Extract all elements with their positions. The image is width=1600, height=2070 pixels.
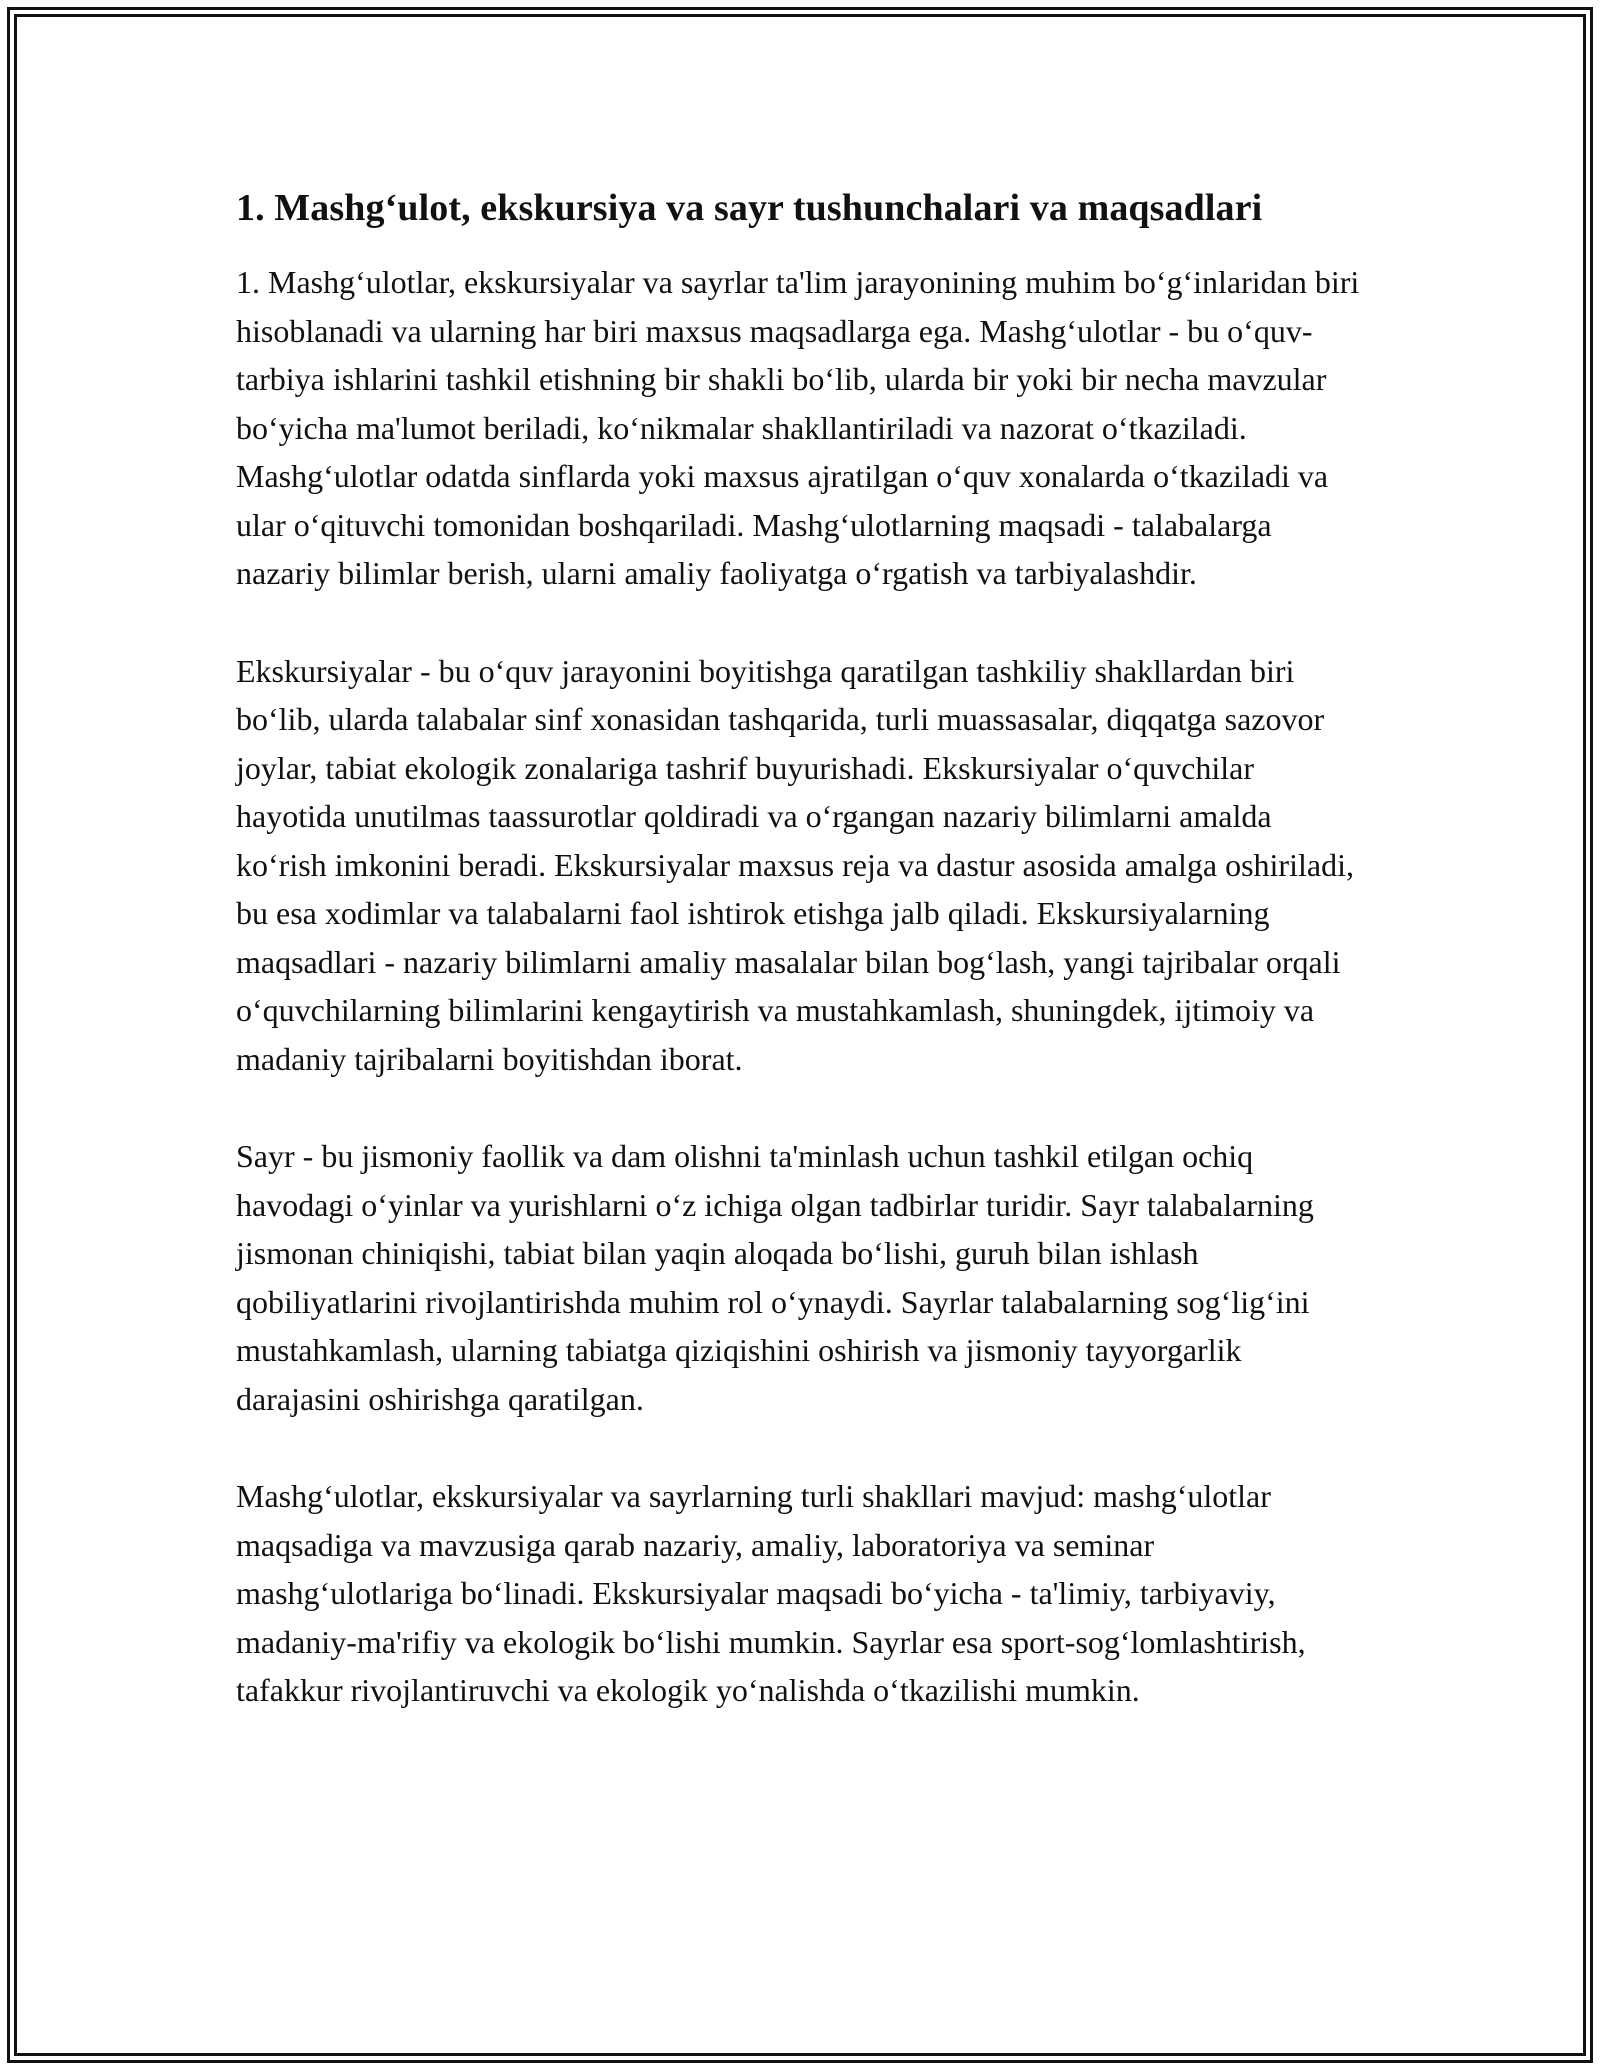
- paragraph-shakllari: Mashg‘ulotlar, ekskursiyalar va sayrlarning turli shakllari mavjud: mashg‘ulotlar maqsadiga va mavzusiga qarab nazariy, amaliy, laboratoriya va seminar mashg‘ulotlariga bo‘linadi. Ekskursiyalar maqsadi bo‘yicha - ta'limiy, tarbiyaviy, madaniy-ma'rifiy va ekologik bo‘lishi mumkin. Sayrlar esa sport-sog‘lomlashtirish, tafakkur rivojlantiruvchi va ekologik yo‘nalishda o‘tkazilishi mumkin.: [236, 1478, 1306, 1708]
- paragraph-mashgulotlar: 1. Mashg‘ulotlar, ekskursiyalar va sayrlar ta'lim jarayonining muhim bo‘g‘inlaridan biri hisoblanadi va ularning har biri maxsus maqsadlarga ega. Mashg‘ulotlar - bu o‘quv-tarbiya ishlarini tashkil etishning bir shakli bo‘lib, ularda bir yoki bir necha mavzular bo‘yicha ma'lumot beriladi, ko‘nikmalar shakllantiriladi va nazorat o‘tkaziladi. Mashg‘ulotlar odatda sinflarda yoki maxsus ajratilgan o‘quv xonalarda o‘tkaziladi va ular o‘qituvchi tomonidan boshqariladi. Mashg‘ulotlarning maqsadi - talabalarga nazariy bilimlar berish, ularni amaliy faoliyatga o‘rgatish va tarbiyalashdir.: [236, 264, 1360, 591]
- paragraph-ekskursiyalar: Ekskursiyalar - bu o‘quv jarayonini boyitishga qaratilgan tashkiliy shakllardan biri bo‘lib, ularda talabalar sinf xonasidan tashqarida, turli muassasalar, diqqatga sazovor joylar, tabiat ekologik zonalariga tashrif buyurishadi. Ekskursiyalar o‘quvchilar hayotida unutilmas taassurotlar qoldiradi va o‘rgangan nazariy bilimlarni amalda ko‘rish imkonini beradi. Ekskursiyalar maxsus reja va dastur asosida amalga oshiriladi, bu esa xodimlar va talabalarni faol ishtirok etishga jalb qiladi. Ekskursiyalarning maqsadlari - nazariy bilimlarni amaliy masalalar bilan bog‘lash, yangi tajribalar orqali o‘quvchilarning bilimlarini kengaytirish va mustahkamlash, shuningdek, ijtimoiy va madaniy tajribalarni boyitishdan iborat.: [236, 652, 1354, 1077]
- document-body: [236, 186, 1366, 1715]
- paragraph-sayr: Sayr - bu jismoniy faollik va dam olishni ta'minlash uchun tashkil etilgan ochiq havodagi o‘yinlar va yurishlarni o‘z ichiga olgan tadbirlar turidir. Sayr talabalarning jismonan chiniqishi, tabiat bilan yaqin aloqada bo‘lishi, guruh bilan ishlash qobiliyatlarini rivojlantirishda muhim rol o‘ynaydi. Sayrlar talabalarning sog‘lig‘ini mustahkamlash, ularning tabiatga qiziqishini oshirish va jismoniy tayyorgarlik darajasini oshirishga qaratilgan.: [236, 1138, 1314, 1417]
- section-heading: 1. Mashg‘ulot, ekskursiya va sayr tushunchalari va maqsadlari: [236, 187, 1263, 229]
